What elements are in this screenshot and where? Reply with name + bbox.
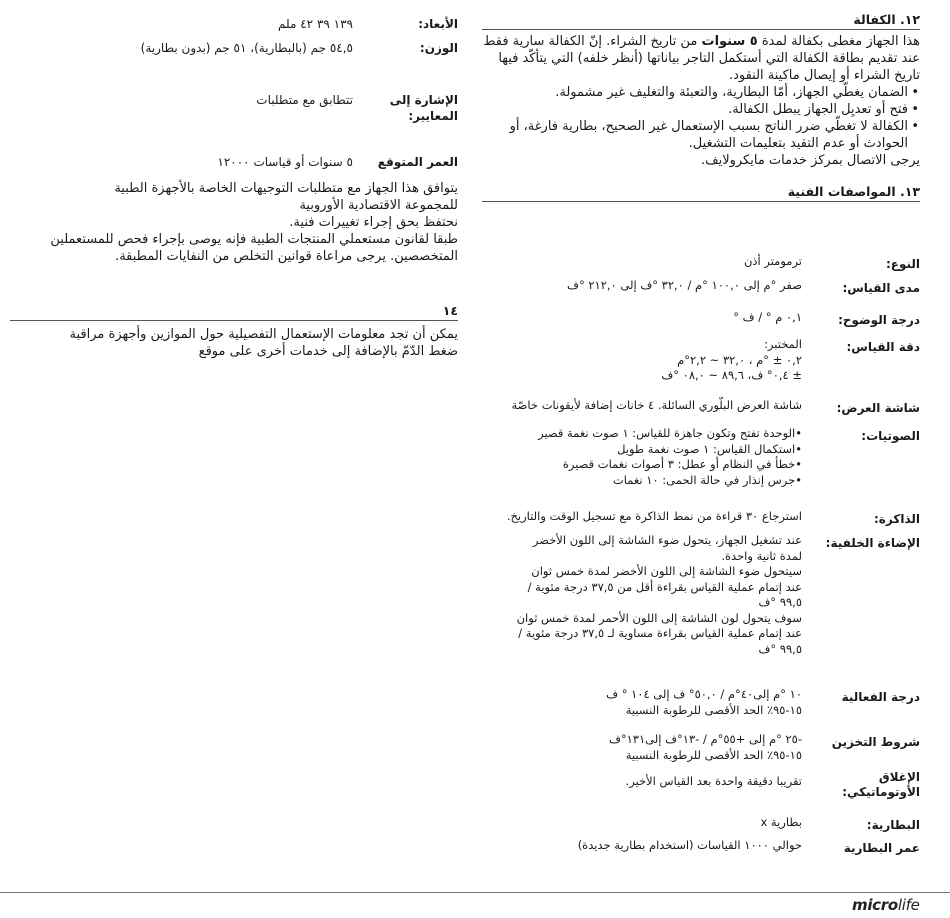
dimensions-value: ١٣٩ ٣٩ ٤٢ ملم (278, 17, 353, 31)
spec-value (482, 815, 802, 831)
spec-value-line: ترمومتر أذن (743, 254, 802, 268)
warranty-contact: يرجى الاتصال بمركز خدمات مايكرولايف. (700, 153, 920, 168)
spec-label: شاشة العرض: (836, 401, 920, 415)
weight-value: ٥٤,٥ جم (بالبطارية)، ٥١ جم (بدون بطارية) (140, 41, 353, 55)
spec-label: دقة القياس: (846, 340, 920, 354)
spec-value-line: حوالي ١٠٠٠ القياسات (استخدام بطارية جديدة) (577, 838, 802, 852)
spec-value-line: عند إتمام عملية القياس بقراءة أقل من ٣٧,٥ درجة مئوية / (527, 579, 802, 594)
section-14-heading-row (10, 302, 458, 321)
spec-value-line: ٩٩,٥ °ف (758, 641, 802, 656)
spec-value-line: •الوحدة تفتح وتكون جاهزة للقياس: ١ صوت نغمة قصير (538, 426, 802, 440)
section-14-text: يمكن أن تجد معلومات الإستعمال التفصيلية حول الموازين وأجهزة مراقبة ضغط الدّمّ بالإضافة إلى خدمات أخرى على موقع (69, 327, 458, 359)
spec-label: النوع: (885, 257, 920, 271)
spec-table (482, 0, 920, 918)
warranty-intro: هذا الجهاز مغطى بكفالة لمدة ٥ سنوات من تاريخ الشراء. إنّ الكفالة سارية فقط عند تقديم بطاقة الكفالة التي أستكمل التاجر بياناتها (أنظر خلفه) التي يتأكّد فيها تاريخ الشراء أو إيصال ماكينة النقود. (483, 34, 920, 83)
standards-label: الإشارة إلى المعايير: (389, 93, 458, 123)
law-text: طبقا لقانون مستعملي المنتجات الطبية فإنه يوصى بإجراء فحص للمستعملين (50, 232, 458, 247)
footer-divider (0, 892, 950, 893)
spec-value-line: عند إتمام عملية القياس بقراءة مساوية لـ ٣٧,٥ درجة مئوية / (518, 626, 802, 640)
spec-value (482, 774, 802, 790)
dimensions-label: الأبعاد: (418, 17, 458, 31)
spec-value (482, 278, 802, 294)
spec-label: شروط التخزين (831, 735, 920, 749)
spec-value-line: صفر °م إلى ١٠٠,٠ °م / ٣٢,٠ °ف إلى ٢١٢,٠ °ف (567, 278, 802, 292)
spec-value-line: سوف يتحول لون الشاشة إلى اللون الأحمر لمدة خمس ثوان (516, 610, 802, 625)
spec-value-line: •استكمال القياس: ١ صوت نغمة طويل (617, 441, 802, 456)
compliance-text: يتوافق هذا الجهاز مع متطلبات التوجيهات الخاصة بالأجهزة الطبية للمجموعة الاقتصادية الأوروبية نحتفظ بحق إجراء تغييرات فنية. طبقا لقانون مستعملي المنتجات الطبية فإنه يوصى بإجراء فحص للمستعملين المتخصصين. يرجى مراعاة قوانين التخلص من النفايات المطبقة. (10, 180, 458, 265)
spec-value-line: المختبر: (764, 337, 802, 351)
spec-value (482, 533, 802, 657)
spec-label: الذاكرة: (874, 512, 920, 526)
spec-value-line: •جرس إنذار في حالة الحمى: ١٠ نغمات (612, 472, 802, 487)
spec-value-line: ± ٠,٤° ف، ٨٩,٦ ~ ٠٨,٠ °ف (661, 368, 802, 382)
rights-text: نحتفظ بحق إجراء تغييرات فنية. (289, 215, 458, 230)
standards-value: تتطابق مع متطلبات (256, 93, 353, 107)
spec-value-line: سيتحول ضوء الشاشة إلى اللون الأخضر لمدة خمس ثوان (531, 564, 802, 578)
spec-value-line: ٩٩,٥ °ف (758, 595, 802, 609)
spec-value-line: عند تشغيل الجهاز، يتحول ضوء الشاشة إلى اللون الأخضر (532, 533, 802, 547)
spec-value-line: ١٥-٩٥٪ الحد الأقصى للرطوبة النسبية (625, 702, 802, 717)
warranty-bullet: • الضمان يغطّي الجهاز، أمّا البطارية، والتعبئة والتغليف غير مشمولة. (482, 84, 920, 101)
spec-value-line: ٠,١ م ° / ف ° (733, 310, 802, 324)
section-14-heading: ١٤ (442, 303, 458, 318)
lifetime-value: ٥ سنوات أو قياسات ١٢٠٠٠ (217, 155, 353, 169)
spec-label: عمر البطارية (843, 841, 920, 855)
spec-value-line: -٢٥ °م إلى +٥٥°م / -١٣°ف إلى١٣١°ف (608, 732, 802, 746)
spec-value-line: ٠,٢ ± °م ، ٣٢,٠ ~ ٢,٢°م (677, 352, 802, 367)
section-12-heading: ١٢. الكفالة (482, 10, 920, 30)
spec-label: درجة الوضوح: (838, 313, 920, 327)
spec-value-line: لمدة ثانية واحدة. (721, 548, 802, 563)
brand-logo: microlife (852, 896, 920, 914)
spec-label: البطارية: (866, 818, 920, 832)
spec-label: الإضاءة الخلفية: (825, 536, 920, 550)
spec-value-line: شاشة العرض البلّوري السائلة. ٤ خانات إضافة لأيقونات خاصّة (511, 398, 802, 412)
section-13-heading: ١٣. المواصفات الفنية (482, 182, 920, 202)
spec-value (482, 687, 802, 718)
spec-value-line: تقريبا دقيقة واحدة بعد القياس الأخير. (625, 774, 802, 788)
spec-label: الصوتيات: (861, 429, 920, 443)
spec-value-line: بطارية x (760, 815, 802, 829)
spec-value (482, 838, 802, 854)
spec-value (482, 732, 802, 763)
spec-value (482, 254, 802, 270)
spec-value (482, 509, 802, 525)
warranty-bullet: • فتح أو تعديِل الجهاز يبطل الكفالة. (482, 101, 920, 118)
spec-value (482, 310, 802, 326)
spec-value (482, 398, 802, 414)
spec-value-line: استرجاع ٣٠ قراءة من نمط الذاكرة مع تسجيل الوقت والتاريخ. (506, 509, 802, 523)
spec-value-line: ١٠ °م إلى٤٠°م / ٥٠,٠° ف إلى ١٠٤ ° ف (606, 687, 802, 701)
spec-value-line: •خطأ في النظام أو عطل: ٣ أصوات نغمات قصيرة (562, 457, 802, 471)
weight-label: الوزن: (419, 41, 458, 55)
spec-value-line: ١٥-٩٥٪ الحد الأقصى للرطوبة النسبية (625, 747, 802, 762)
spec-label: الإغلاق الأوتوماتيكي: (842, 770, 920, 799)
spec-label: مدى القياس: (842, 281, 920, 295)
warranty-bullet: • الكفالة لا تغطّي ضرر الناتج بسبب الإستعمال غير الصحيح، بطارية فارغة، أو الحوادث أو عدم التقيد بتعليمات التشغيل. (482, 118, 920, 152)
spec-value (482, 426, 802, 488)
lifetime-label: العمر المتوقع (377, 155, 458, 169)
spec-label: درجة الفعالية (841, 690, 920, 704)
spec-value (482, 337, 802, 384)
